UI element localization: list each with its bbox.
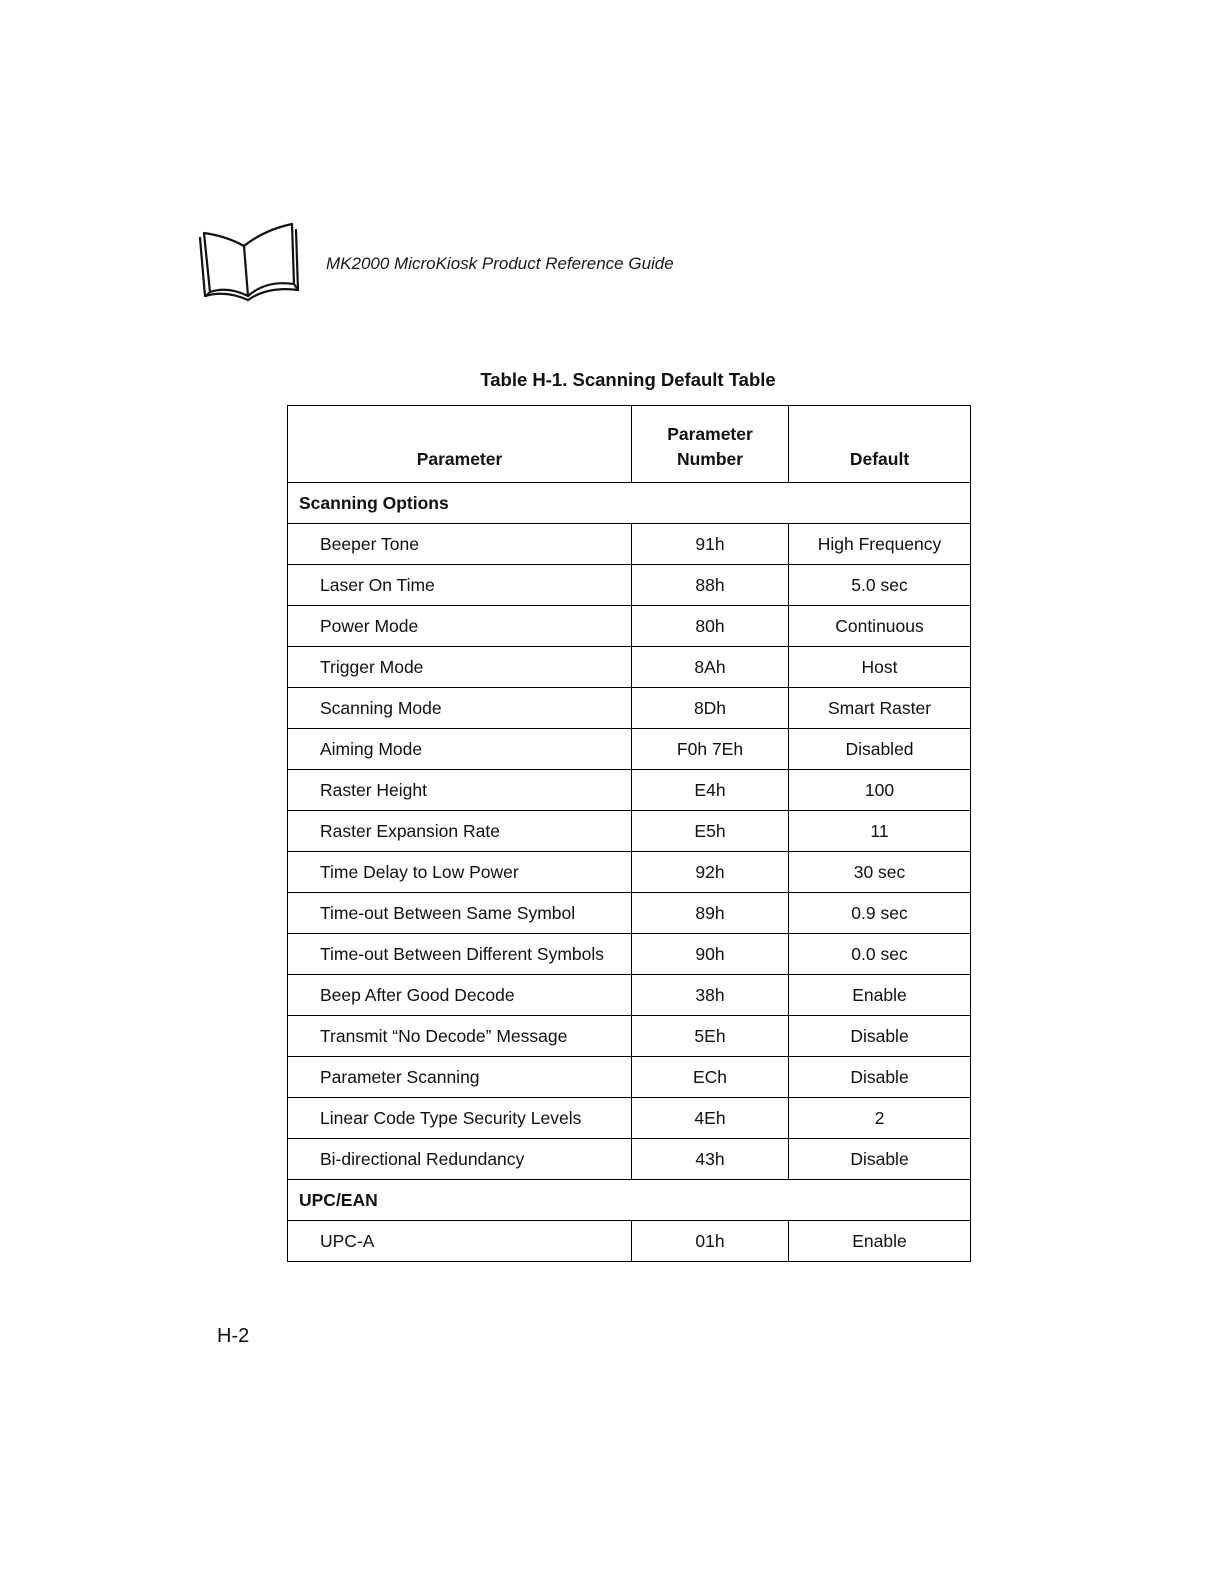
- column-header-number-line1: Parameter: [667, 424, 753, 444]
- default-value: Disable: [789, 1139, 971, 1180]
- table-row: [288, 1139, 971, 1180]
- parameter-number: 89h: [632, 893, 789, 934]
- table-row: [288, 811, 971, 852]
- default-value: 2: [789, 1098, 971, 1139]
- table-body: [288, 483, 971, 1262]
- parameter-number: 88h: [632, 565, 789, 606]
- parameter-name: Linear Code Type Security Levels: [288, 1098, 632, 1139]
- column-header-parameter: Parameter: [288, 406, 632, 483]
- table-row: [288, 565, 971, 606]
- table-row: [288, 1016, 971, 1057]
- default-value: Host: [789, 647, 971, 688]
- section-row: [288, 483, 971, 524]
- table-row: [288, 729, 971, 770]
- default-value: 0.9 sec: [789, 893, 971, 934]
- table-row: [288, 647, 971, 688]
- parameter-name: Raster Height: [288, 770, 632, 811]
- table-row: [288, 934, 971, 975]
- parameter-number: E5h: [632, 811, 789, 852]
- parameter-name: Beeper Tone: [288, 524, 632, 565]
- parameter-name: Beep After Good Decode: [288, 975, 632, 1016]
- parameter-number: 90h: [632, 934, 789, 975]
- parameter-name: Bi-directional Redundancy: [288, 1139, 632, 1180]
- default-value: Continuous: [789, 606, 971, 647]
- parameter-number: 91h: [632, 524, 789, 565]
- parameter-number: 01h: [632, 1221, 789, 1262]
- parameter-name: Time Delay to Low Power: [288, 852, 632, 893]
- table-row: [288, 606, 971, 647]
- parameter-number: F0h 7Eh: [632, 729, 789, 770]
- parameter-number: 92h: [632, 852, 789, 893]
- table-header-row: [288, 406, 971, 483]
- default-value: Enable: [789, 1221, 971, 1262]
- column-header-default: Default: [789, 406, 971, 483]
- section-row: [288, 1180, 971, 1221]
- open-book-icon: [196, 220, 304, 302]
- default-value: 11: [789, 811, 971, 852]
- table-row: [288, 1098, 971, 1139]
- section-title: UPC/EAN: [288, 1180, 971, 1221]
- default-value: Disable: [789, 1016, 971, 1057]
- parameter-name: Time-out Between Different Symbols: [288, 934, 632, 975]
- parameter-name: UPC-A: [288, 1221, 632, 1262]
- running-header-title: MK2000 MicroKiosk Product Reference Guide: [326, 254, 674, 273]
- default-value: Enable: [789, 975, 971, 1016]
- page-number: H-2: [217, 1325, 250, 1347]
- table-row: [288, 1221, 971, 1262]
- default-value: Disabled: [789, 729, 971, 770]
- table-row: [288, 770, 971, 811]
- parameter-number: ECh: [632, 1057, 789, 1098]
- parameter-number: 43h: [632, 1139, 789, 1180]
- parameter-name: Raster Expansion Rate: [288, 811, 632, 852]
- column-header-parameter-number: [632, 406, 789, 483]
- default-value: 0.0 sec: [789, 934, 971, 975]
- table-row: [288, 1057, 971, 1098]
- parameter-number: 8Dh: [632, 688, 789, 729]
- parameter-name: Scanning Mode: [288, 688, 632, 729]
- parameter-number: 5Eh: [632, 1016, 789, 1057]
- scanning-default-table: [287, 405, 971, 1262]
- default-value: 100: [789, 770, 971, 811]
- default-value: High Frequency: [789, 524, 971, 565]
- parameter-name: Transmit “No Decode” Message: [288, 1016, 632, 1057]
- table-row: [288, 688, 971, 729]
- parameter-number: 80h: [632, 606, 789, 647]
- default-value: 5.0 sec: [789, 565, 971, 606]
- parameter-number: E4h: [632, 770, 789, 811]
- parameter-name: Aiming Mode: [288, 729, 632, 770]
- table-caption: Table H-1. Scanning Default Table: [480, 369, 776, 390]
- parameter-name: Trigger Mode: [288, 647, 632, 688]
- parameter-name: Laser On Time: [288, 565, 632, 606]
- parameter-number: 38h: [632, 975, 789, 1016]
- table-row: [288, 975, 971, 1016]
- default-value: Disable: [789, 1057, 971, 1098]
- table-row: [288, 852, 971, 893]
- column-header-number-line2: Number: [676, 449, 744, 469]
- default-value: 30 sec: [789, 852, 971, 893]
- parameter-name: Power Mode: [288, 606, 632, 647]
- parameter-name: Time-out Between Same Symbol: [288, 893, 632, 934]
- parameter-number: 8Ah: [632, 647, 789, 688]
- section-title: Scanning Options: [288, 483, 971, 524]
- parameter-name: Parameter Scanning: [288, 1057, 632, 1098]
- parameter-number: 4Eh: [632, 1098, 789, 1139]
- default-value: Smart Raster: [789, 688, 971, 729]
- table-row: [288, 524, 971, 565]
- table-row: [288, 893, 971, 934]
